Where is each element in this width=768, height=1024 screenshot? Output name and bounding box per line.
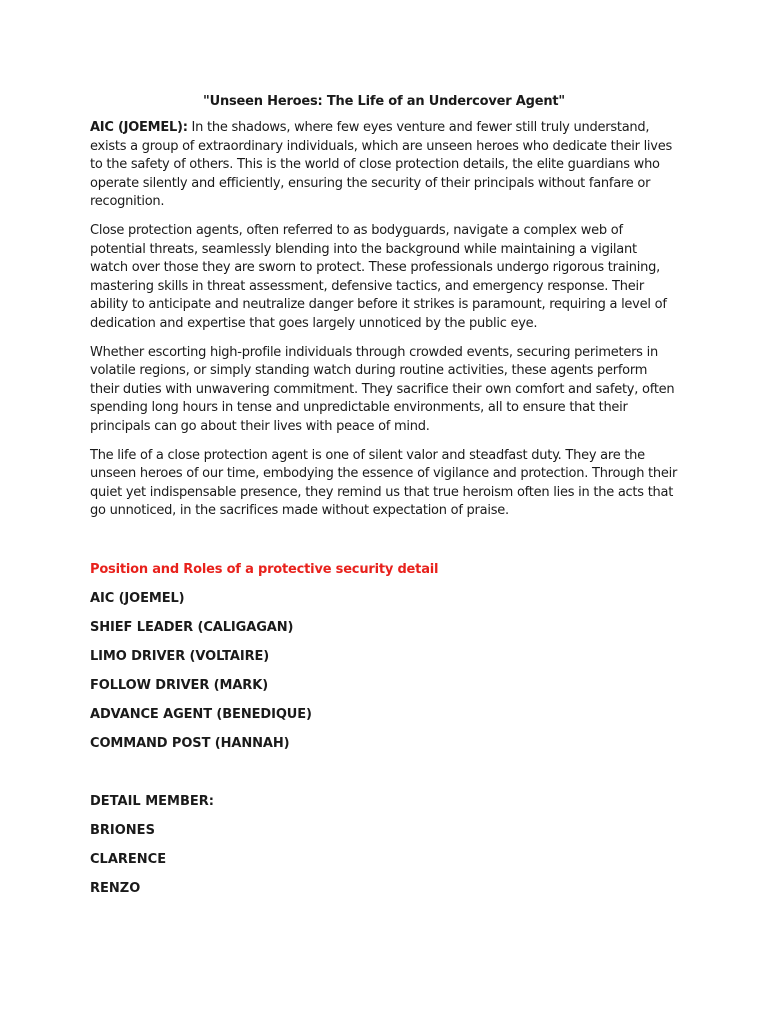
member-item: CLARENCE: [90, 851, 167, 867]
role-item: LIMO DRIVER (VOLTAIRE): [90, 648, 270, 664]
role-item: ADVANCE AGENT (BENEDIQUE): [90, 706, 312, 722]
paragraph-text: The life of a close protection agent is one of silent valor and steadfast duty. They are the unseen heroes of our time, embodying the essence of vigilance and protection. Through their quiet yet indispensable presence, they remind us that true heroism often lies in the acts that go unnoticed, in the sacrifices made without expectation of praise.: [90, 447, 678, 519]
document-title: "Unseen Heroes: The Life of an Undercover Agent": [203, 94, 565, 109]
paragraph-intro: [90, 119, 678, 212]
role-item: AIC (JOEMEL): [90, 590, 185, 606]
detail-member-heading: DETAIL MEMBER:: [90, 793, 214, 809]
paragraph-agents: [90, 222, 678, 334]
paragraph-lead: AIC (JOEMEL):: [90, 120, 188, 135]
role-item: COMMAND POST (HANNAH): [90, 735, 290, 751]
roles-heading: Position and Roles of a protective security detail: [90, 561, 439, 577]
paragraph-duties: [90, 344, 678, 437]
roles-list: [90, 590, 678, 764]
member-item: RENZO: [90, 880, 141, 896]
role-item: SHIEF LEADER (CALIGAGAN): [90, 619, 294, 635]
paragraph-text: Close protection agents, often referred to as bodyguards, navigate a complex web of potential threats, seamlessly blending into the background while maintaining a vigilant watch over those they are sworn to protect. These professionals undergo rigorous training, mastering skills in threat assessment, defensive tactics, and emergency response. Their ability to anticipate and neutralize danger before it strikes is paramount, requiring a level of dedication and expertise that goes largely unnoticed by the public eye.: [90, 222, 667, 331]
member-item: BRIONES: [90, 822, 155, 838]
paragraph-text: Whether escorting high-profile individuals through crowded events, securing perimeters in volatile regions, or simply standing watch during routine activities, these agents perform their duties with unwavering commitment. They sacrifice their own comfort and safety, often spending long hours in tense and unpredictable environments, all to ensure that their principals can go about their lives with peace of mind.: [90, 344, 675, 434]
paragraph-text: In the shadows, where few eyes venture and fewer still truly understand, exists a group of extraordinary individuals, which are unseen heroes who dedicate their lives to the safety of others. This is the world of close protection details, the elite guardians who operate silently and efficiently, ensuring the security of their principals without fanfare or recognition.: [90, 120, 673, 210]
role-item: FOLLOW DRIVER (MARK): [90, 677, 269, 693]
paragraph-conclusion: [90, 447, 678, 521]
members-list: [90, 822, 678, 909]
document-page: [90, 94, 678, 909]
